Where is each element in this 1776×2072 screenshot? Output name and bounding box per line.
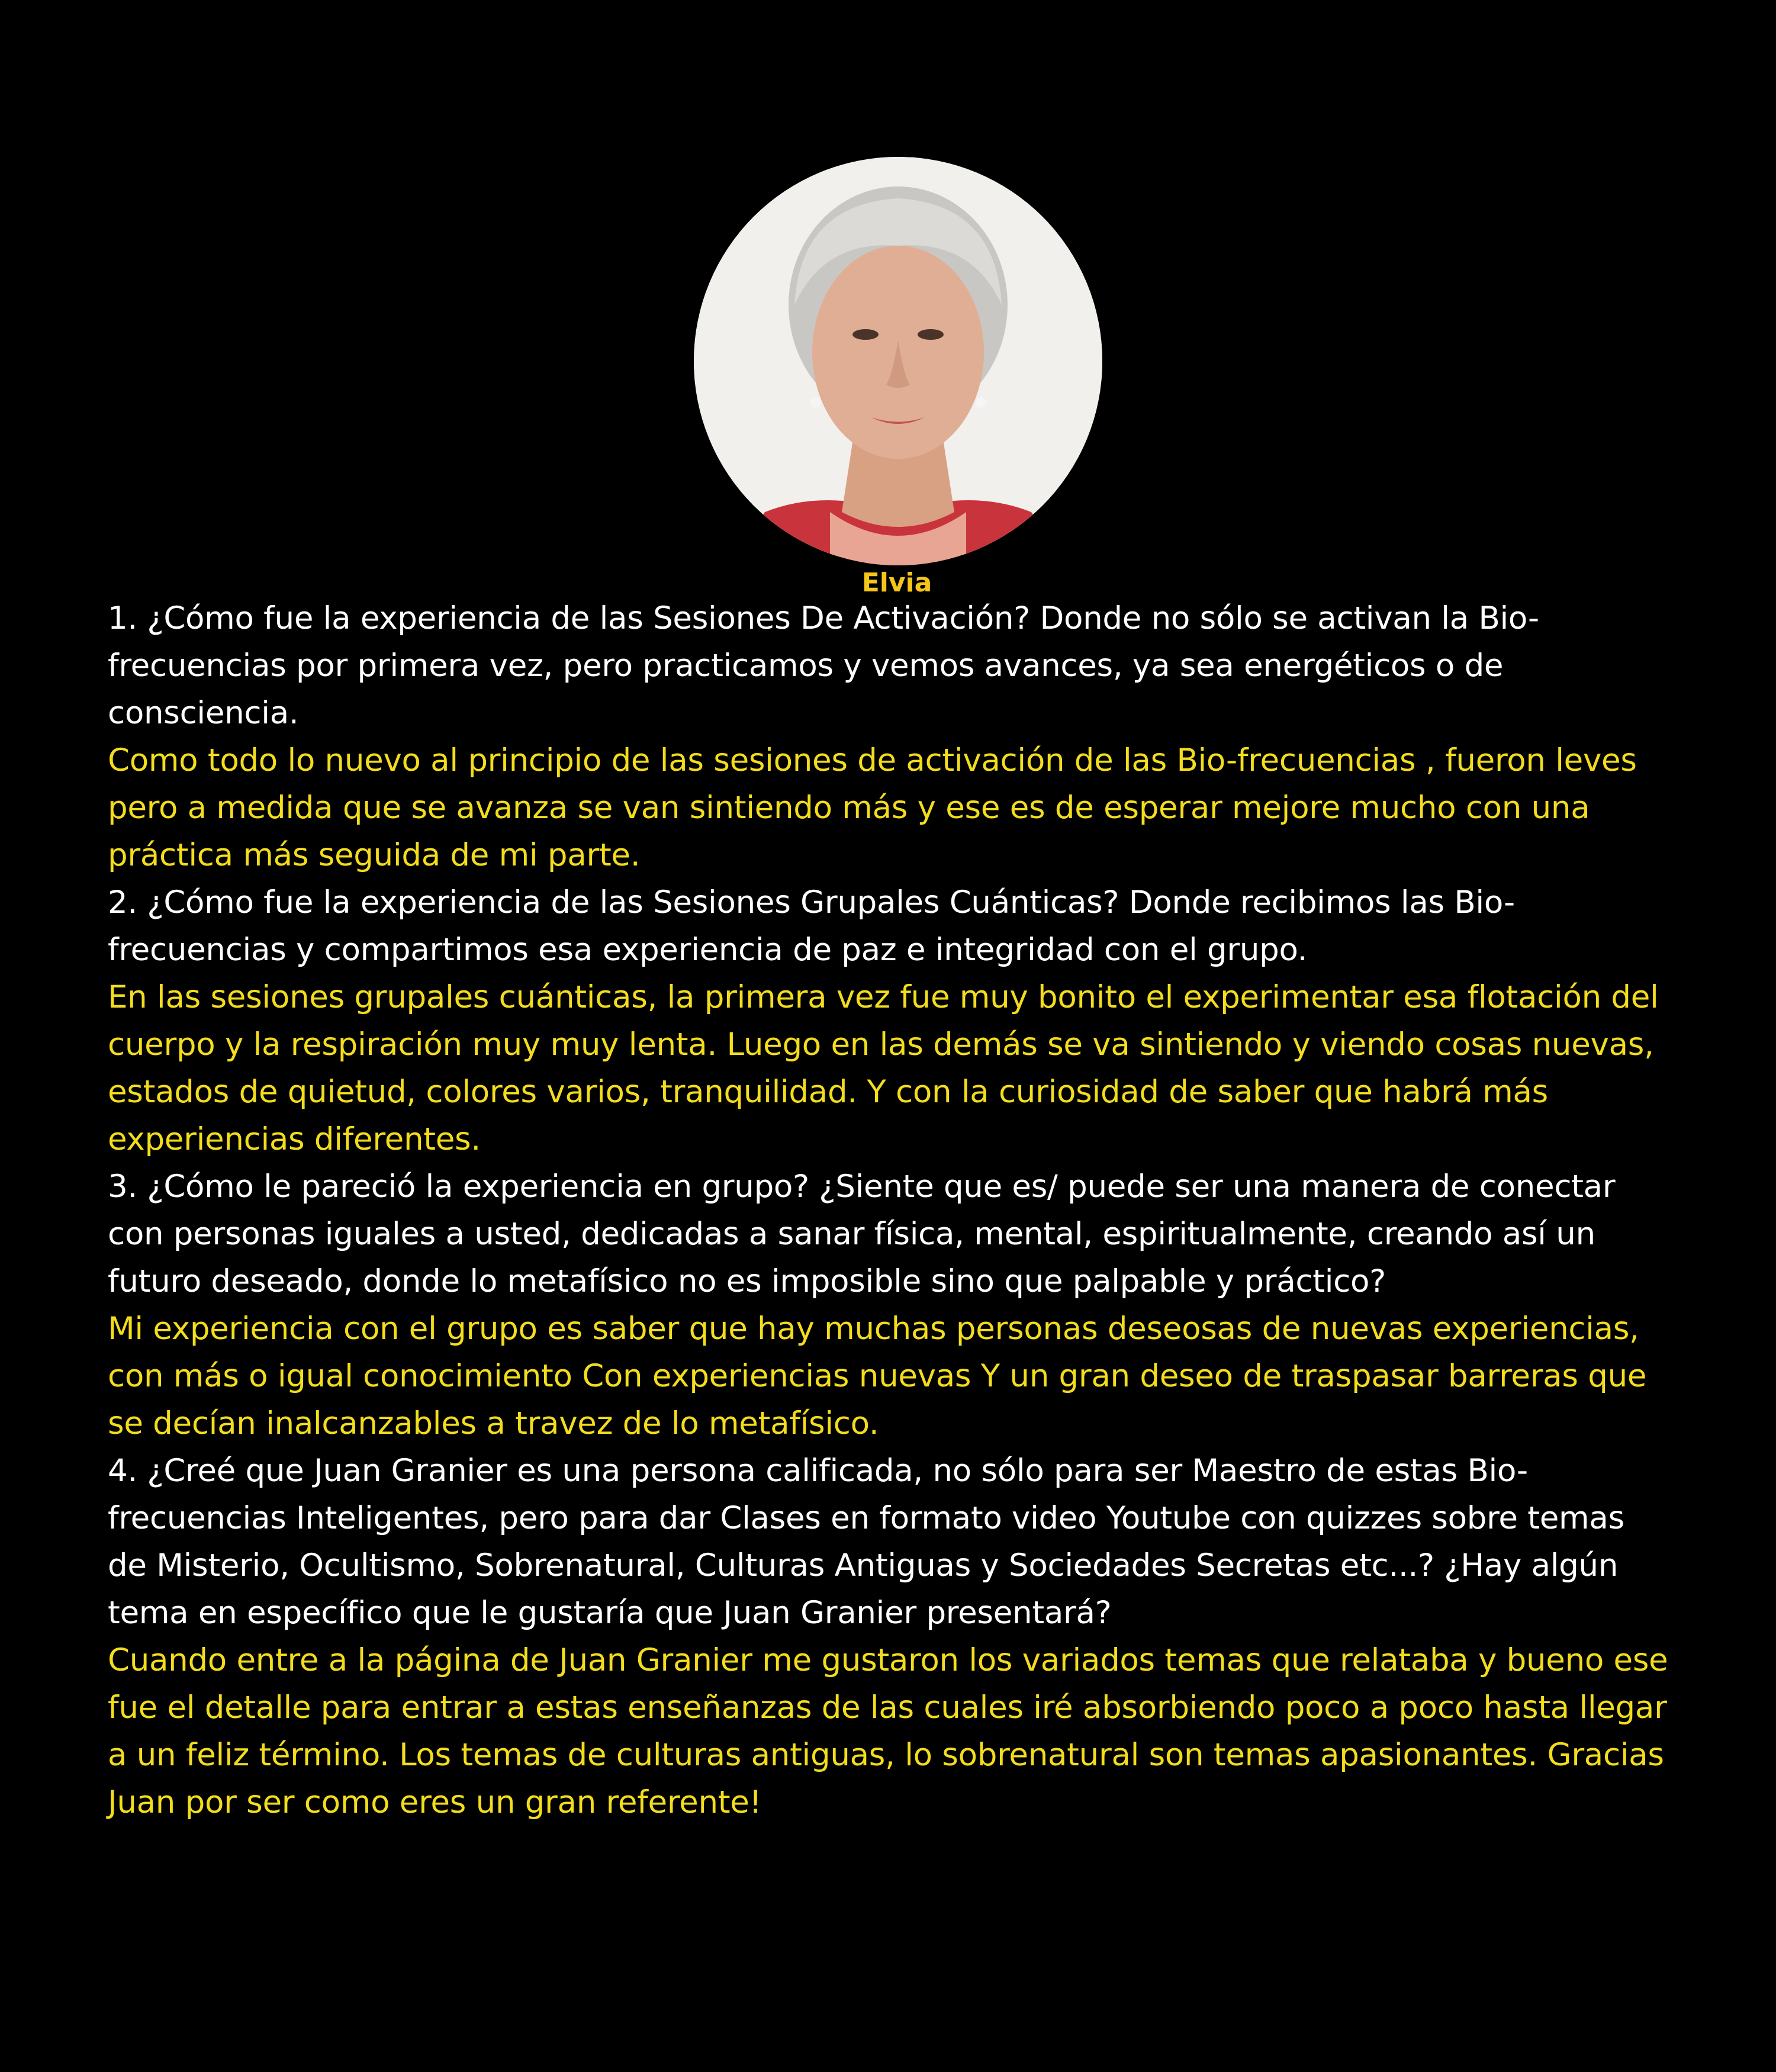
person-name: Elvia xyxy=(861,568,932,598)
answer-1: Como todo lo nuevo al principio de las sesiones de activación de las Bio-frecuencias , fueron leves pero a medida que se avanza se van sintiendo más y ese es de esperar mejore mucho con una práctica más seguida de mi parte. xyxy=(108,742,1637,873)
question-2: 2. ¿Cómo fue la experiencia de las Sesiones Grupales Cuánticas? Donde recibimos las Bio-frecuencias y compartimos esa experiencia de paz e integridad con el grupo. xyxy=(108,884,1515,968)
question-3: 3. ¿Cómo le pareció la experiencia en grupo? ¿Siente que es/ puede ser una manera de conectar con personas iguales a usted, dedicadas a sanar física, mental, espiritualmente, creando así un futuro deseado, donde lo metafísico no es imposible sino que palpable y práctico? xyxy=(108,1169,1616,1299)
answer-4: Cuando entre a la página de Juan Granier me gustaron los variados temas que relataba y bueno ese fue el detalle para entrar a estas enseñanzas de las cuales iré absorbiendo poco a poco hasta llegar a un feliz término. Los temas de culturas antiguas, lo sobrenatural son temas apasionantes. Gracias Juan por ser como eres un gran referente! xyxy=(108,1642,1668,1820)
answer-2: En las sesiones grupales cuánticas, la primera vez fue muy bonito el experimentar esa flotación del cuerpo y la respiración muy muy lenta. Luego en las demás se va sintiendo y viendo cosas nuevas, estados de quietud, colores varios, tranquilidad. Y con la curiosidad de saber que habrá más experiencias diferentes. xyxy=(108,979,1659,1157)
testimonial-body xyxy=(108,595,1671,1826)
avatar xyxy=(694,157,1102,565)
question-1: 1. ¿Cómo fue la experiencia de las Sesiones De Activación? Donde no sólo se activan la Bio-frecuencias por primera vez, pero practicamos y vemos avances, ya sea energéticos o de consciencia. xyxy=(108,600,1539,731)
portrait-photo xyxy=(694,157,1102,565)
question-4: 4. ¿Creé que Juan Granier es una persona calificada, no sólo para ser Maestro de estas Bio-frecuencias Inteligentes, pero para dar Clases en formato video Youtube con quizzes sobre temas de Misterio, Ocultismo, Sobrenatural, Culturas Antiguas y Sociedades Secretas etc...? ¿Hay algún tema en específico que le gustaría que Juan Granier presentará? xyxy=(108,1453,1624,1631)
answer-3: Mi experiencia con el grupo es saber que hay muchas personas deseosas de nuevas experiencias, con más o igual conocimiento Con experiencias nuevas Y un gran deseo de traspasar barreras que se decían inalcanzables a travez de lo metafísico. xyxy=(108,1311,1647,1442)
